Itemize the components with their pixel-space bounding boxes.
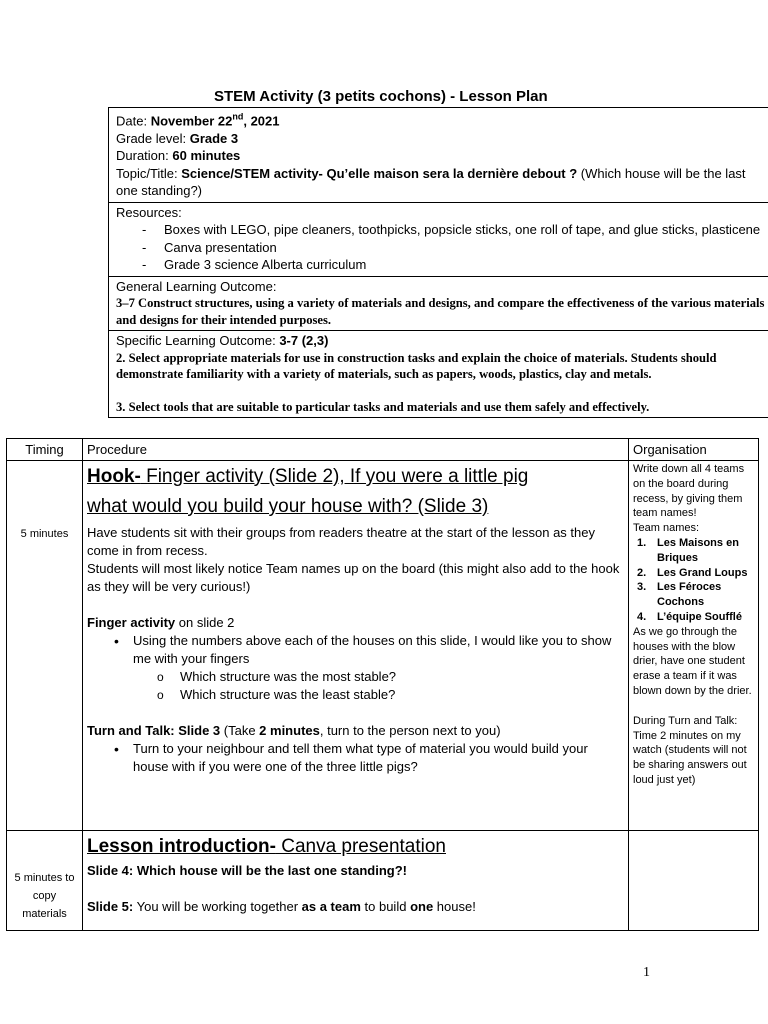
turn-and-talk-line: Turn and Talk: Slide 3 (Take 2 minutes, turn to the person next to you): [87, 723, 501, 738]
list-item: • Turn to your neighbour and tell them what type of material you would build your house with if you were one of the three little pigs?: [87, 740, 624, 776]
stability-questions: [87, 668, 624, 704]
para-groups: Have students sit with their groups from readers theatre at the start of the lesson as they come in from recess.: [87, 525, 595, 558]
date-line: Date: November 22nd, 2021: [116, 112, 280, 129]
list-item: 1. Les Maisons en Briques: [637, 536, 739, 564]
slo-label: Specific Learning Outcome: 3-7 (2,3): [116, 333, 329, 349]
header-timing: Timing: [7, 439, 83, 461]
row1-timing: 5 minutes: [7, 461, 83, 831]
list-item: - Grade 3 science Alberta curriculum: [116, 256, 768, 274]
resources-list: [116, 221, 768, 274]
finger-bullets: [87, 632, 624, 668]
procedure-table: [6, 438, 759, 931]
topic-line-2: one standing?): [116, 183, 203, 199]
lesson-details-cell: [109, 108, 768, 203]
org-intro: Write down all 4 teams on the board during recess, by giving them team names!: [633, 463, 745, 520]
glo-label: General Learning Outcome:: [116, 278, 277, 294]
row2-timing: 5 minutes to copy materials: [7, 831, 83, 931]
list-item: • Using the numbers above each of the houses on this slide, I would like you to show me with your fingers: [87, 632, 624, 668]
intro-heading: Lesson introduction- Canva presentation: [87, 836, 446, 857]
list-item: - Canva presentation: [116, 239, 768, 257]
para-team-names: Students will most likely notice Team names up on the board (this might also add to the hook as they will be very curious!): [87, 561, 620, 594]
list-item: - Boxes with LEGO, pipe cleaners, toothpicks, popsicle sticks, one roll of tape, and glue sticks, plasticene: [116, 221, 768, 239]
org-drier: As we go through the houses with the blow drier, have one student erase a team if it was blown down by the drier.: [633, 625, 752, 697]
list-item: 4. L’équipe Soufflé: [637, 610, 742, 623]
hook-heading-2: what would you build your house with? (Slide 3): [87, 496, 489, 517]
list-item: o Which structure was the least stable?: [87, 686, 624, 704]
row1-organisation: [629, 461, 759, 831]
general-outcome-cell: [109, 276, 768, 331]
row1-procedure: [83, 461, 629, 831]
glo-text: 3–7 Construct structures, using a variety of materials and designs, and compare the effectiveness of the various materials and designs for their intended purposes.: [116, 296, 765, 327]
grade-line: Grade level: Grade 3: [116, 130, 239, 146]
header-organisation: Organisation: [629, 439, 759, 461]
org-team-label: Team names:: [633, 522, 700, 535]
page-title: STEM Activity (3 petits cochons) - Lesson Plan: [214, 88, 548, 105]
page-number: 1: [643, 965, 650, 980]
specific-outcome-cell: [109, 331, 768, 418]
header-procedure: Procedure: [83, 439, 629, 461]
row2-organisation: [629, 831, 759, 931]
slide-5-line: Slide 5: You will be working together as a team to build one house!: [87, 899, 476, 914]
team-names-list: [633, 536, 754, 625]
slo-2: 2. Select appropriate materials for use in construction tasks and explain the choice of materials. Students should demonstrate familiarity with a variety of materials, such as papers, woods, plastics, clay and metals.: [116, 350, 717, 382]
list-item: 2. Les Grand Loups: [637, 566, 748, 579]
lesson-info-table: [108, 107, 768, 418]
list-item: 3. Les Féroces Cochons: [637, 581, 722, 609]
finger-activity-line: Finger activity on slide 2: [87, 615, 235, 630]
slo-3: 3. Select tools that are suitable to particular tasks and materials and use them safely and effectively.: [116, 399, 650, 414]
resources-cell: [109, 202, 768, 276]
list-item: o Which structure was the most stable?: [87, 668, 624, 686]
turn-and-talk-bullets: [87, 740, 624, 776]
duration-line: Duration: 60 minutes: [116, 148, 241, 164]
hook-heading: Hook- Finger activity (Slide 2), If you were a little pig: [87, 466, 529, 487]
org-turn-talk: During Turn and Talk: Time 2 minutes on my watch (students will not be sharing answers out loud just yet): [633, 714, 747, 786]
topic-line: Topic/Title: Science/STEM activity- Qu’elle maison sera la dernière debout ? (Which house will be the last: [116, 165, 746, 181]
slide-4-line: Slide 4: Which house will be the last one standing?!: [87, 863, 407, 878]
row2-procedure: [83, 831, 629, 931]
resources-label: Resources:: [116, 204, 182, 220]
